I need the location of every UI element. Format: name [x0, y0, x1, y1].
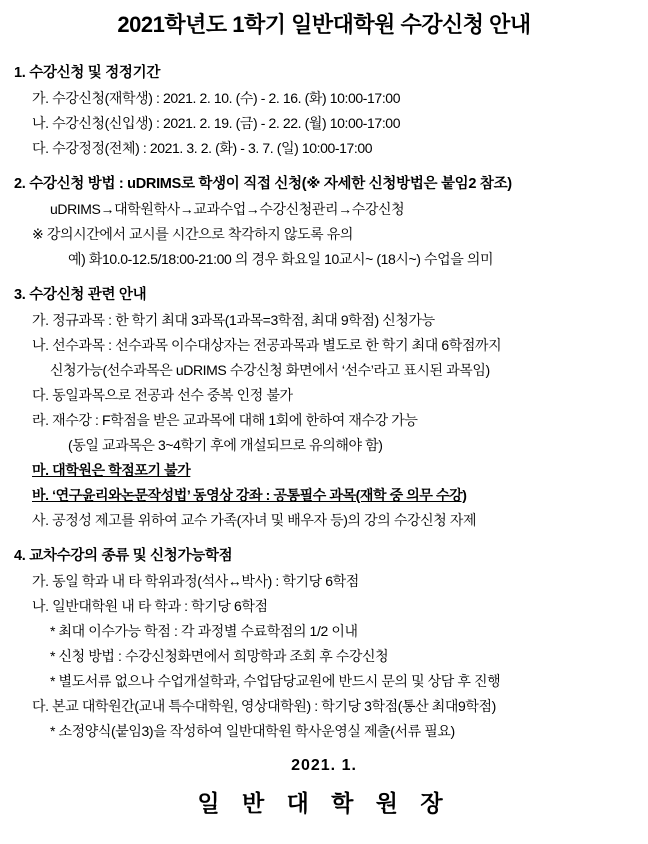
section-4-heading: 4. 교차수강의 종류 및 신청가능학점	[14, 548, 233, 564]
section-3-line-9: 사. 공정성 제고를 위하여 교수 가족(자녀 및 배우자 등)의 강의 수강신청 자제	[32, 512, 477, 528]
footer-date: 2021. 1.	[291, 757, 357, 774]
section-1	[14, 61, 634, 158]
section-2-heading: 2. 수강신청 방법 : uDRIMS로 학생이 직접 신청(※ 자세한 신청방법은 붙임2 참조)	[14, 176, 512, 192]
section-3-line-1: 가. 정규과목 : 한 학기 최대 3과목(1과목=3학점, 최대 9학점) 신청가능	[32, 312, 435, 328]
section-1-heading: 1. 수강신청 및 정정기간	[14, 65, 161, 81]
section-4-line-4: * 신청 방법 : 수강신청화면에서 희망학과 조회 후 수강신청	[50, 648, 389, 664]
section-4-line-1: 가. 동일 학과 내 타 학위과정(석사↔박사) : 학기당 6학점	[32, 573, 359, 589]
section-3	[14, 283, 634, 530]
section-3-line-3: 신청가능(선수과목은 uDRIMS 수강신청 화면에서 ‘선수’라고 표시된 과목임)	[50, 362, 490, 378]
section-4-line-2: 나. 일반대학원 내 타 학과 : 학기당 6학점	[32, 598, 268, 614]
section-3-line-5: 라. 재수강 : F학점을 받은 교과목에 대해 1회에 한하여 재수강 가능	[32, 412, 418, 428]
document-page	[0, 8, 648, 844]
section-2	[14, 172, 634, 269]
section-4	[14, 544, 634, 741]
section-2-line-2: ※ 강의시간에서 교시를 시간으로 착각하지 않도록 유의	[32, 226, 353, 242]
section-3-line-7: 마. 대학원은 학점포기 불가	[32, 462, 191, 478]
document-footer	[14, 757, 634, 818]
section-1-line-2: 나. 수강신청(신입생) : 2021. 2. 19. (금) - 2. 22. (월) 10:00-17:00	[32, 115, 401, 131]
section-1-line-3: 다. 수강정정(전체) : 2021. 3. 2. (화) - 3. 7. (일) 10:00-17:00	[32, 140, 373, 156]
footer-organization: 일 반 대 학 원 장	[197, 790, 451, 816]
section-3-line-4: 다. 동일과목으로 전공과 선수 중복 인정 불가	[32, 387, 293, 403]
section-3-line-2: 나. 선수과목 : 선수과목 이수대상자는 전공과목과 별도로 한 학기 최대 6학점까지	[32, 337, 502, 353]
section-4-line-7: * 소정양식(붙임3)을 작성하여 일반대학원 학사운영실 제출(서류 필요)	[50, 723, 455, 739]
section-3-line-8: 바. ‘연구윤리와논문작성법’ 동영상 강좌 : 공통필수 과목(재학 중 의무 수강)	[32, 487, 467, 503]
document-body	[0, 61, 648, 818]
section-4-line-6: 다. 본교 대학원간(교내 특수대학원, 영상대학원) : 학기당 3학점(통산 최대9학점)	[32, 698, 496, 714]
section-2-line-3: 예) 화10.0-12.5/18:00-21:00 의 경우 화요일 10교시~ (18시~) 수업을 의미	[68, 251, 494, 267]
section-3-heading: 3. 수강신청 관련 안내	[14, 287, 147, 303]
page-title: 2021학년도 1학기 일반대학원 수강신청 안내	[117, 12, 531, 37]
section-3-line-6: (동일 교과목은 3~4학기 후에 개설되므로 유의해야 함)	[68, 437, 383, 453]
section-4-line-3: * 최대 이수가능 학점 : 각 과정별 수료학점의 1/2 이내	[50, 623, 358, 639]
section-1-line-1: 가. 수강신청(재학생) : 2021. 2. 10. (수) - 2. 16. (화) 10:00-17:00	[32, 90, 401, 106]
section-2-line-1: uDRIMS→대학원학사→교과수업→수강신청관리→수강신청	[50, 201, 405, 217]
section-4-line-5: * 별도서류 없으나 수업개설학과, 수업담당교원에 반드시 문의 및 상담 후 진행	[50, 673, 501, 689]
